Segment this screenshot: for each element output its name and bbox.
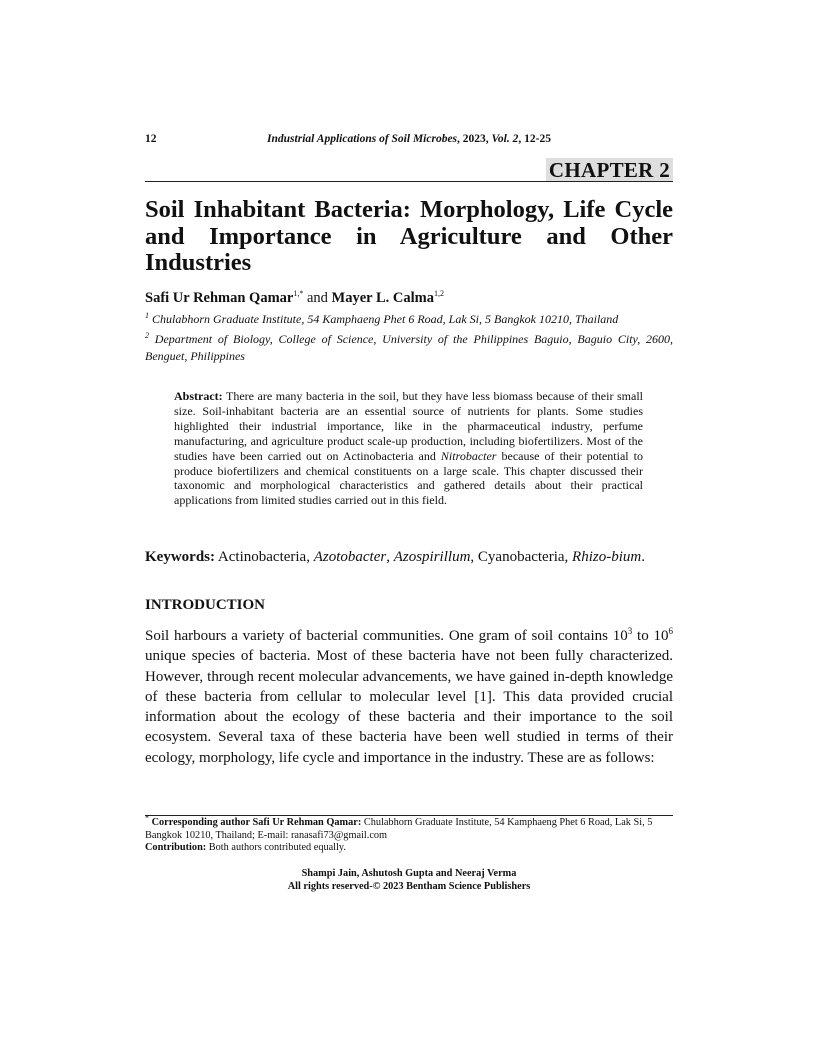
section-heading-introduction: INTRODUCTION (145, 597, 266, 613)
footnote (145, 813, 673, 855)
abstract-label: Abstract: (174, 389, 223, 403)
author-1-affil-mark: 1,* (293, 289, 304, 299)
corresponding-author-text: Chulabhorn Graduate Institute, 54 Kamphaeng Phet 6 Road, Lak Si, 5 Bangkok 10210, Thailand; E-mail: ranasafi73@gmail.com (145, 817, 653, 841)
keywords (145, 547, 673, 567)
journal-citation (145, 133, 673, 145)
keyword-2: Azotobacter (313, 549, 387, 565)
abstract-italic-term: Nitrobacter (440, 448, 497, 463)
author-2-affil-mark: 1,2 (433, 289, 444, 299)
page-number: 12 (145, 133, 157, 145)
keywords-end: . (641, 549, 645, 565)
affiliation-1 (145, 311, 673, 328)
contribution-text: Both authors contributed equally. (206, 842, 346, 853)
corresponding-author-label: Corresponding author Safi Ur Rehman Qamar: (149, 817, 362, 828)
keywords-label: Keywords: (145, 549, 215, 565)
introduction-paragraph (145, 626, 673, 768)
corresponding-author-note (145, 813, 673, 842)
affiliation-1-mark: 1 (145, 311, 149, 320)
journal-year: , 2023, (457, 133, 492, 145)
journal-title: Industrial Applications of Soil Microbes (267, 133, 458, 145)
affiliation-2 (145, 331, 673, 365)
editors-line: Shampi Jain, Ashutosh Gupta and Neeraj Verma (301, 868, 517, 879)
keyword-3: Azospirillum (393, 549, 471, 565)
intro-text-c: unique species of bacteria. Most of these bacteria have not been fully characterized. However, through recent molecular advancements, we have gained in-depth knowledge of these bacteria from cellular to molecular level [1]. This data provided crucial information about the ecology of these bacteria and their importance to the soil ecosystem. Several taxa of these bacteria have been well studied in terms of their ecology, morphology, life cycle and importance in the industry. These are as follows: (145, 648, 673, 766)
footnote-divider (145, 815, 673, 816)
abstract-text-1: There are many bacteria in the soil, but they have less biomass because of their small size. Soil-inhabitant bacteria are an essential source of nutrients for plants. Some studies highlighted their industrial importance, like in the pharmaceutical industry, perfume manufacturing, and agriculture product scale-up production, including biofertilizers. Most of the studies have been carried out on Actinobacteria and (174, 389, 643, 463)
journal-pages: , 12-25 (518, 133, 551, 145)
intro-text-a: Soil harbours a variety of bacterial communities. One gram of soil contains 10 (145, 628, 628, 644)
chapter-title: Soil Inhabitant Bacteria: Morphology, Life Cycle and Importance in Agriculture and Other Industries (145, 196, 673, 276)
running-header (145, 133, 673, 149)
intro-text-b: to 10 (632, 628, 669, 644)
abstract-text-2: because of their potential to produce biofertilizers and chemical constituents on a large scale. This chapter discussed their taxonomic and morphological characteristics and gathered details about their practical applications from limited studies carried out in this field. (174, 448, 643, 508)
author-1: Safi Ur Rehman Qamar (145, 290, 294, 306)
affiliation-2-mark: 2 (145, 331, 149, 340)
author-line (145, 289, 673, 307)
author-conjunction: and (303, 290, 332, 306)
intro-exponent-1: 3 (627, 626, 633, 636)
affiliation-2-text: Department of Biology, College of Science, University of the Philippines Baguio, Baguio City, 2600, Benguet, Philippines (145, 332, 673, 363)
keyword-5: Rhizo-bium (572, 549, 642, 565)
contribution-note (145, 842, 673, 855)
abstract (174, 389, 643, 508)
chapter-label: CHAPTER 2 (546, 158, 673, 182)
publisher-block (145, 868, 673, 893)
rights-line: All rights reserved-© 2023 Bentham Science Publishers (287, 880, 531, 892)
affiliation-1-text: Chulabhorn Graduate Institute, 54 Kamphaeng Phet 6 Road, Lak Si, 5 Bangkok 10210, Thailand (149, 312, 619, 326)
keyword-4: , Cyanobacteria, (470, 549, 573, 565)
keyword-1: Actinobacteria, (215, 549, 314, 565)
keyword-separator: , (386, 549, 394, 565)
author-2: Mayer L. Calma (331, 290, 434, 306)
intro-exponent-2: 6 (668, 626, 674, 636)
contribution-label: Contribution: (145, 842, 207, 853)
footnote-mark: * (145, 813, 149, 823)
journal-volume: Vol. 2 (491, 133, 519, 145)
chapter-divider (145, 181, 673, 182)
